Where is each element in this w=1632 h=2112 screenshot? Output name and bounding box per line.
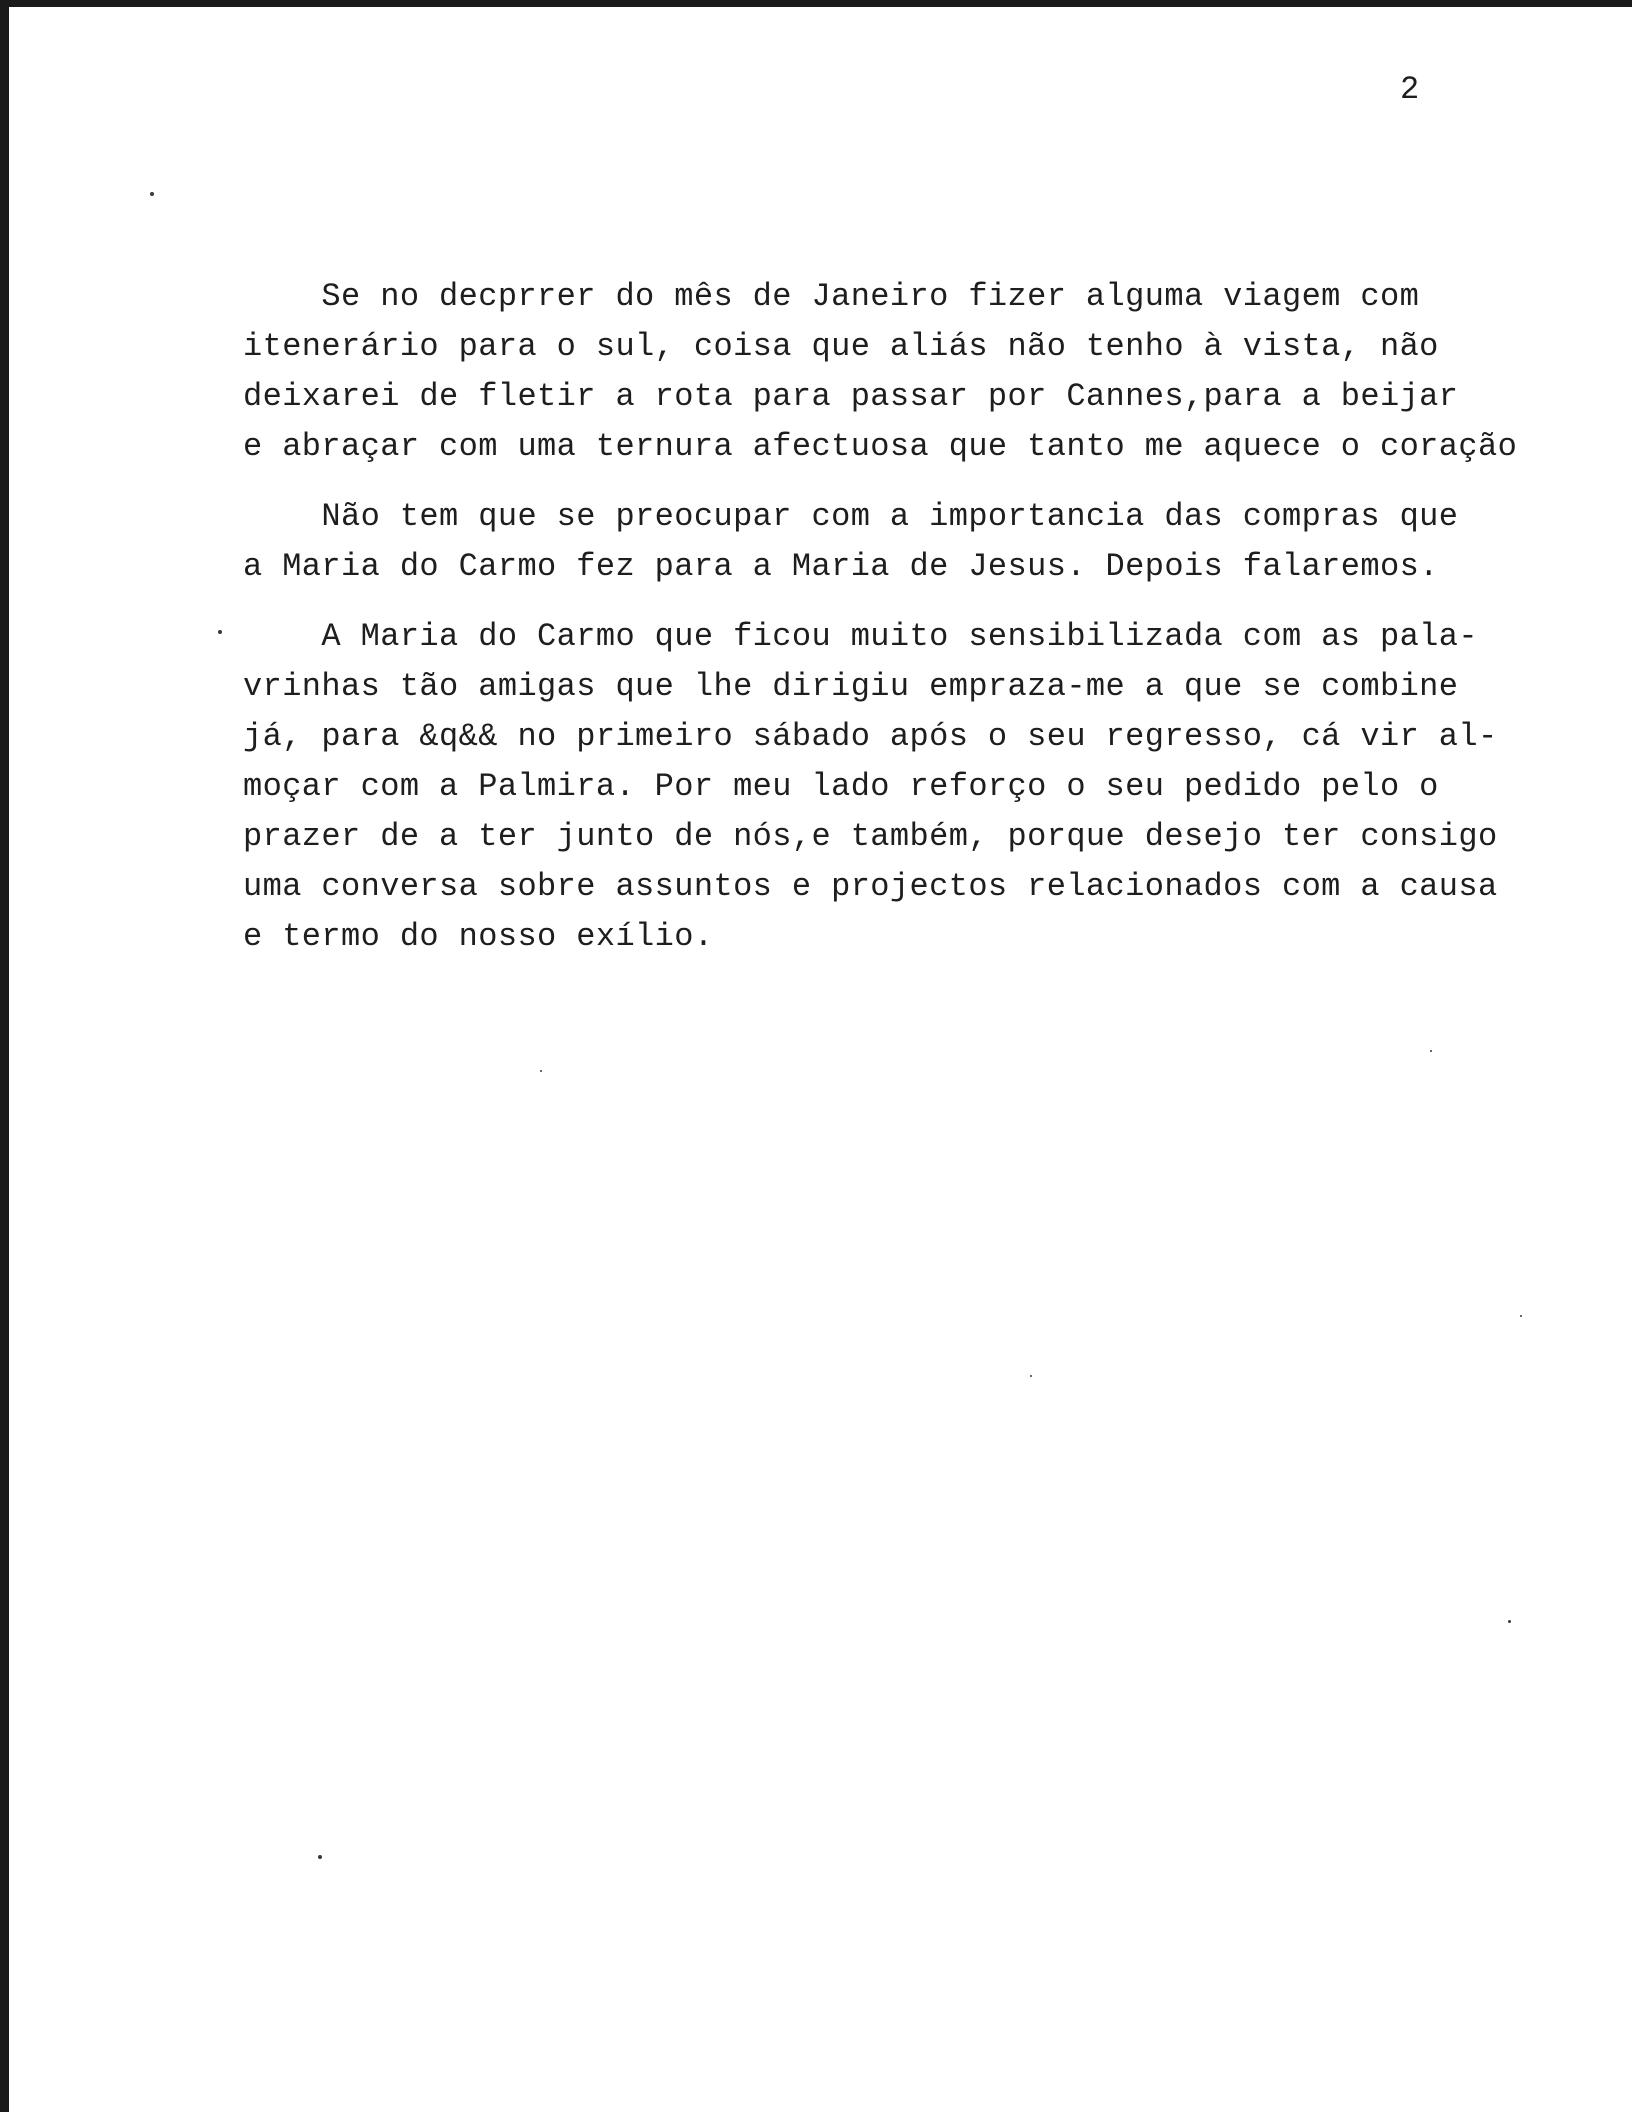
text-line: uma conversa sobre assuntos e projectos relacionados com a causa bbox=[243, 868, 1498, 905]
scan-speck bbox=[1520, 1315, 1522, 1317]
text-line: A Maria do Carmo que ficou muito sensibilizada com as pala- bbox=[243, 618, 1478, 655]
paragraph-gap bbox=[243, 592, 1573, 612]
page-number: 2 bbox=[1400, 71, 1420, 108]
scan-speck bbox=[150, 192, 154, 196]
text-line: já, para &q&& no primeiro sábado após o seu regresso, cá vir al- bbox=[243, 718, 1498, 755]
scan-speck bbox=[1508, 1620, 1511, 1623]
paragraph-2 bbox=[243, 492, 1573, 592]
text-line: e termo do nosso exílio. bbox=[243, 918, 714, 955]
text-line: vrinhas tão amigas que lhe dirigiu empraza-me a que se combine bbox=[243, 668, 1459, 705]
text-line: moçar com a Palmira. Por meu lado reforço o seu pedido pelo o bbox=[243, 768, 1439, 805]
text-line: e abraçar com uma ternura afectuosa que tanto me aquece o coração bbox=[243, 428, 1518, 465]
paragraph-1 bbox=[243, 272, 1573, 472]
scan-border-top bbox=[0, 0, 1632, 7]
scan-speck bbox=[1030, 1375, 1032, 1377]
text-line: Não tem que se preocupar com a importancia das compras que bbox=[243, 498, 1459, 535]
letter-body bbox=[243, 272, 1573, 962]
paragraph-3 bbox=[243, 612, 1573, 962]
text-line: prazer de a ter junto de nós,e também, porque desejo ter consigo bbox=[243, 818, 1498, 855]
scan-speck bbox=[318, 1855, 322, 1859]
paragraph-gap bbox=[243, 472, 1573, 492]
scan-border-left bbox=[0, 0, 9, 2112]
scan-speck bbox=[540, 1070, 542, 1072]
text-line: Se no decprrer do mês de Janeiro fizer alguma viagem com bbox=[243, 278, 1420, 315]
text-line: a Maria do Carmo fez para a Maria de Jesus. Depois falaremos. bbox=[243, 548, 1439, 585]
scan-speck bbox=[1430, 1050, 1432, 1052]
text-line: deixarei de fletir a rota para passar por Cannes,para a beijar bbox=[243, 378, 1459, 415]
text-line: itenerário para o sul, coisa que aliás não tenho à vista, não bbox=[243, 328, 1439, 365]
scan-speck bbox=[218, 630, 222, 634]
